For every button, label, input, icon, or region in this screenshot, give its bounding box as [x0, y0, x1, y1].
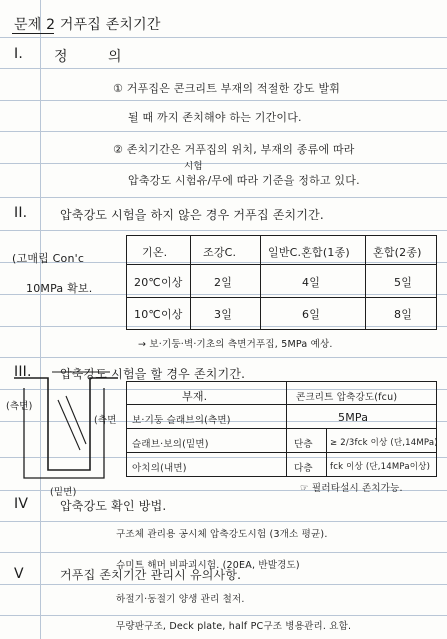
- table-row-divider: [126, 404, 437, 405]
- table3-cell: ≥ 2/3fck 이상 (단,14MPa): [330, 438, 438, 448]
- table2-cell: 20℃이상: [134, 276, 183, 289]
- table3-header-cell: 부재.: [182, 390, 208, 403]
- table2-header-cell: 조강C.: [203, 246, 237, 259]
- table-row-divider: [126, 452, 437, 453]
- section2-footnote: → 보·기둥·벽·기초의 측면거푸집, 5MPa 예상.: [138, 339, 333, 350]
- section2-heading: 압축강도 시험을 하지 않은 경우 거푸집 존치기간.: [60, 208, 324, 222]
- table3-cell: 보·기둥 슬래브의(측면): [132, 415, 231, 426]
- table3-cell: 아치의(내면): [132, 463, 187, 474]
- table3-cell: 5MPa: [338, 411, 369, 424]
- section1-line4: 압축강도 시험유/무에 따라 기준을 정하고 있다.: [128, 174, 360, 187]
- section4-line2: 슈미트 해머 비파괴시험. (20EA, 반발경도): [116, 560, 300, 571]
- section4-line1: 구조체 관리용 공시체 압축강도시험 (3개소 평균).: [116, 529, 328, 540]
- table-col-divider: [286, 381, 287, 477]
- table-col-divider: [326, 428, 327, 477]
- section1-line1: ① 거푸집은 콘크리트 부재의 적절한 강도 발휘: [113, 82, 341, 95]
- diagram-label-bottom: (밑면): [50, 487, 77, 498]
- table3-cell: fck 이상 (단,14MPa이상): [330, 462, 431, 472]
- section5-line2: 무량판구조, Deck plate, half PC구조 병용관리. 요함.: [116, 621, 352, 632]
- section1-line3: ② 존치기간은 거푸집의 위치, 부재의 종류에 따라: [113, 143, 355, 156]
- table2-cell: 8일: [394, 308, 413, 321]
- section4-heading: 압축강도 확인 방법.: [60, 499, 167, 513]
- table2-cell: 10℃이상: [134, 308, 183, 321]
- diagram-label-side-left: (측면): [6, 401, 33, 412]
- section1-line2: 될 때 까지 존치해야 하는 기간이다.: [128, 111, 302, 124]
- table2-cell: 2일: [214, 276, 233, 289]
- section2-number: II.: [14, 205, 28, 221]
- section3-number: III.: [14, 364, 32, 380]
- table2-header-cell: 일반C.혼합(1종): [268, 246, 350, 259]
- section2-side-note1: (고매립 Con'c: [12, 252, 85, 265]
- table2-cell: 4일: [302, 276, 321, 289]
- table2-cell: 6일: [302, 308, 321, 321]
- section1-number: I.: [14, 46, 23, 62]
- table3-header-cell: 콘크리트 압축강도(fcu): [296, 392, 398, 403]
- section2-side-note2: 10MPa 확보.: [26, 282, 93, 295]
- section3-heading: 압축강도 시험을 할 경우 존치기간.: [60, 367, 246, 381]
- table-row-divider: [126, 428, 437, 429]
- section4-number: IV: [14, 496, 29, 512]
- table2-cell: 5일: [394, 276, 413, 289]
- table3-cell: 다층: [294, 463, 313, 474]
- table2-cell: 3일: [214, 308, 233, 321]
- section1-heading: 정 의: [54, 49, 140, 65]
- diagram-label-side-right: (측면: [94, 415, 117, 426]
- section3-footnote: ☞ 필러타설시 존치가능.: [300, 483, 403, 494]
- section5-line1: 하절기·동절기 양생 관리 철저.: [116, 594, 245, 605]
- table2-header-cell: 기온.: [142, 246, 168, 259]
- section5-heading: 거푸집 존치기간 관리시 유의사항.: [60, 568, 242, 582]
- section1-note-above: 시험: [184, 161, 203, 172]
- page-title: 문제 2 거푸집 존치기간: [14, 17, 161, 33]
- table3-cell: 슬래브·보의(밑면): [132, 439, 209, 450]
- table2-header-cell: 혼합(2종): [373, 246, 422, 259]
- section5-number: V: [14, 566, 24, 582]
- table3-cell: 단층: [294, 439, 313, 450]
